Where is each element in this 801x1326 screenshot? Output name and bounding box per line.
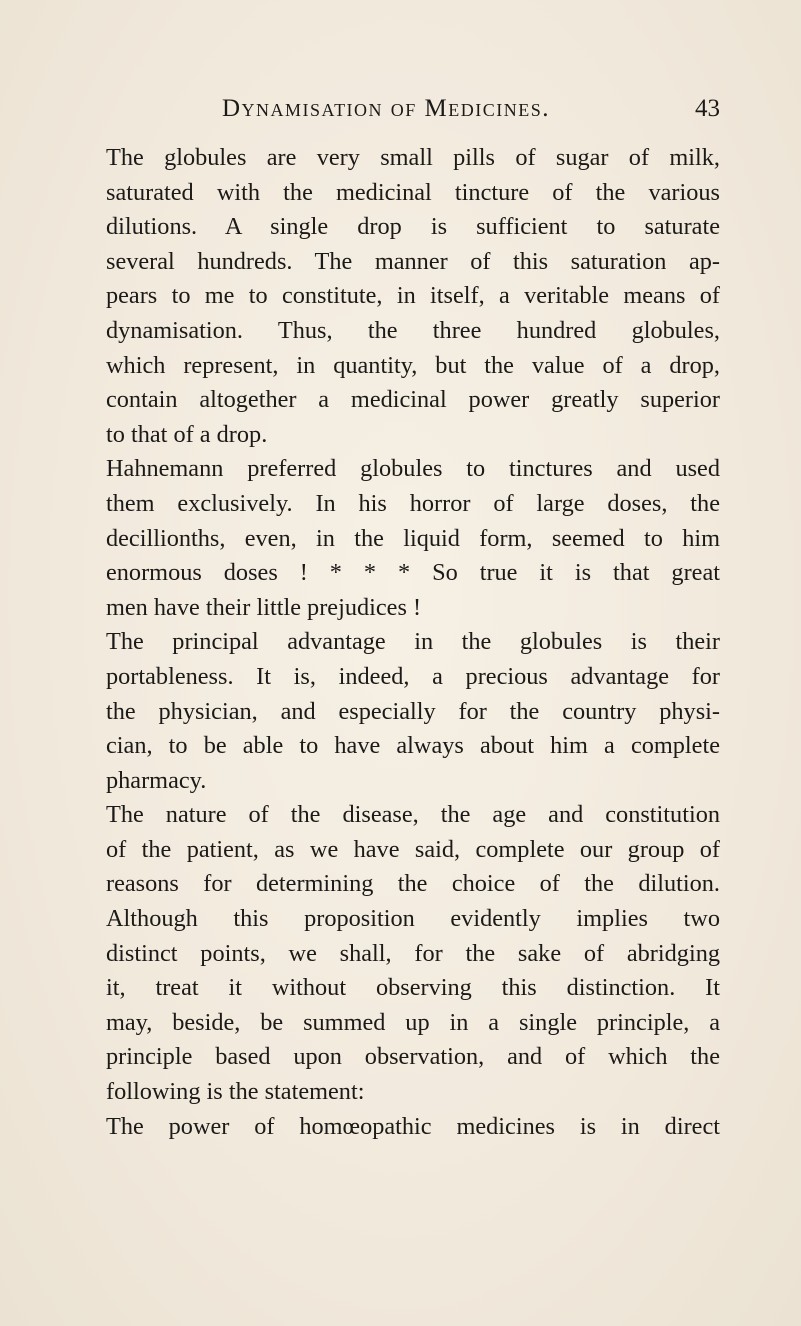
text-line: saturated with the medicinal tincture of the various [106, 178, 720, 206]
text-line: several hundreds. The manner of this saturation ap- [106, 247, 720, 275]
text-line: decillionths, even, in the liquid form, seemed to him [106, 524, 720, 552]
text-line: pharmacy. [106, 766, 207, 794]
text-line: Hahnemann preferred globules to tinctures and used [106, 455, 720, 483]
text-line: The globules are very small pills of sugar of milk, [106, 144, 720, 171]
text-line: Although this proposition evidently implies two [106, 905, 720, 933]
text-line: of the patient, as we have said, complete our group of [106, 835, 720, 863]
text-line: men have their little prejudices ! [106, 593, 422, 621]
text-line: The principal advantage in the globules is their [106, 628, 720, 656]
page-number: 43 [695, 95, 720, 122]
text-line: dilutions. A single drop is sufficient to saturate [106, 213, 720, 241]
text-line: portableness. It is, indeed, a precious advantage for [106, 662, 720, 690]
text-line: it, treat it without observing this distinction. It [106, 974, 720, 1002]
text-line: pears to me to constitute, in itself, a veritable means of [106, 282, 720, 310]
text-line: reasons for determining the choice of the dilution. [106, 870, 720, 898]
text-line: which represent, in quantity, but the value of a drop, [106, 351, 720, 379]
text-line: dynamisation. Thus, the three hundred globules, [106, 316, 720, 344]
text-line: The power of homœopathic medicines is in direct [106, 1112, 720, 1140]
text-line: them exclusively. In his horror of large doses, the [106, 489, 720, 517]
text-line: to that of a drop. [106, 420, 268, 448]
text-line: the physician, and especially for the country physi- [106, 697, 720, 725]
text-line: following is the statement: [106, 1078, 365, 1106]
running-title: Dynamisation of Medicines. [222, 95, 551, 122]
text-line: may, beside, be summed up in a single principle, a [106, 1008, 720, 1036]
text-line: enormous doses ! * * * So true it is that great [106, 559, 720, 587]
text-line: cian, to be able to have always about him a complete [106, 732, 720, 760]
page-header [222, 95, 720, 131]
text-line: The nature of the disease, the age and constitution [106, 801, 720, 829]
text-line: distinct points, we shall, for the sake of abridging [106, 939, 720, 967]
text-line: contain altogether a medicinal power greatly superior [106, 386, 720, 414]
body-text [106, 141, 720, 1144]
text-line: principle based upon observation, and of which the [106, 1043, 720, 1071]
